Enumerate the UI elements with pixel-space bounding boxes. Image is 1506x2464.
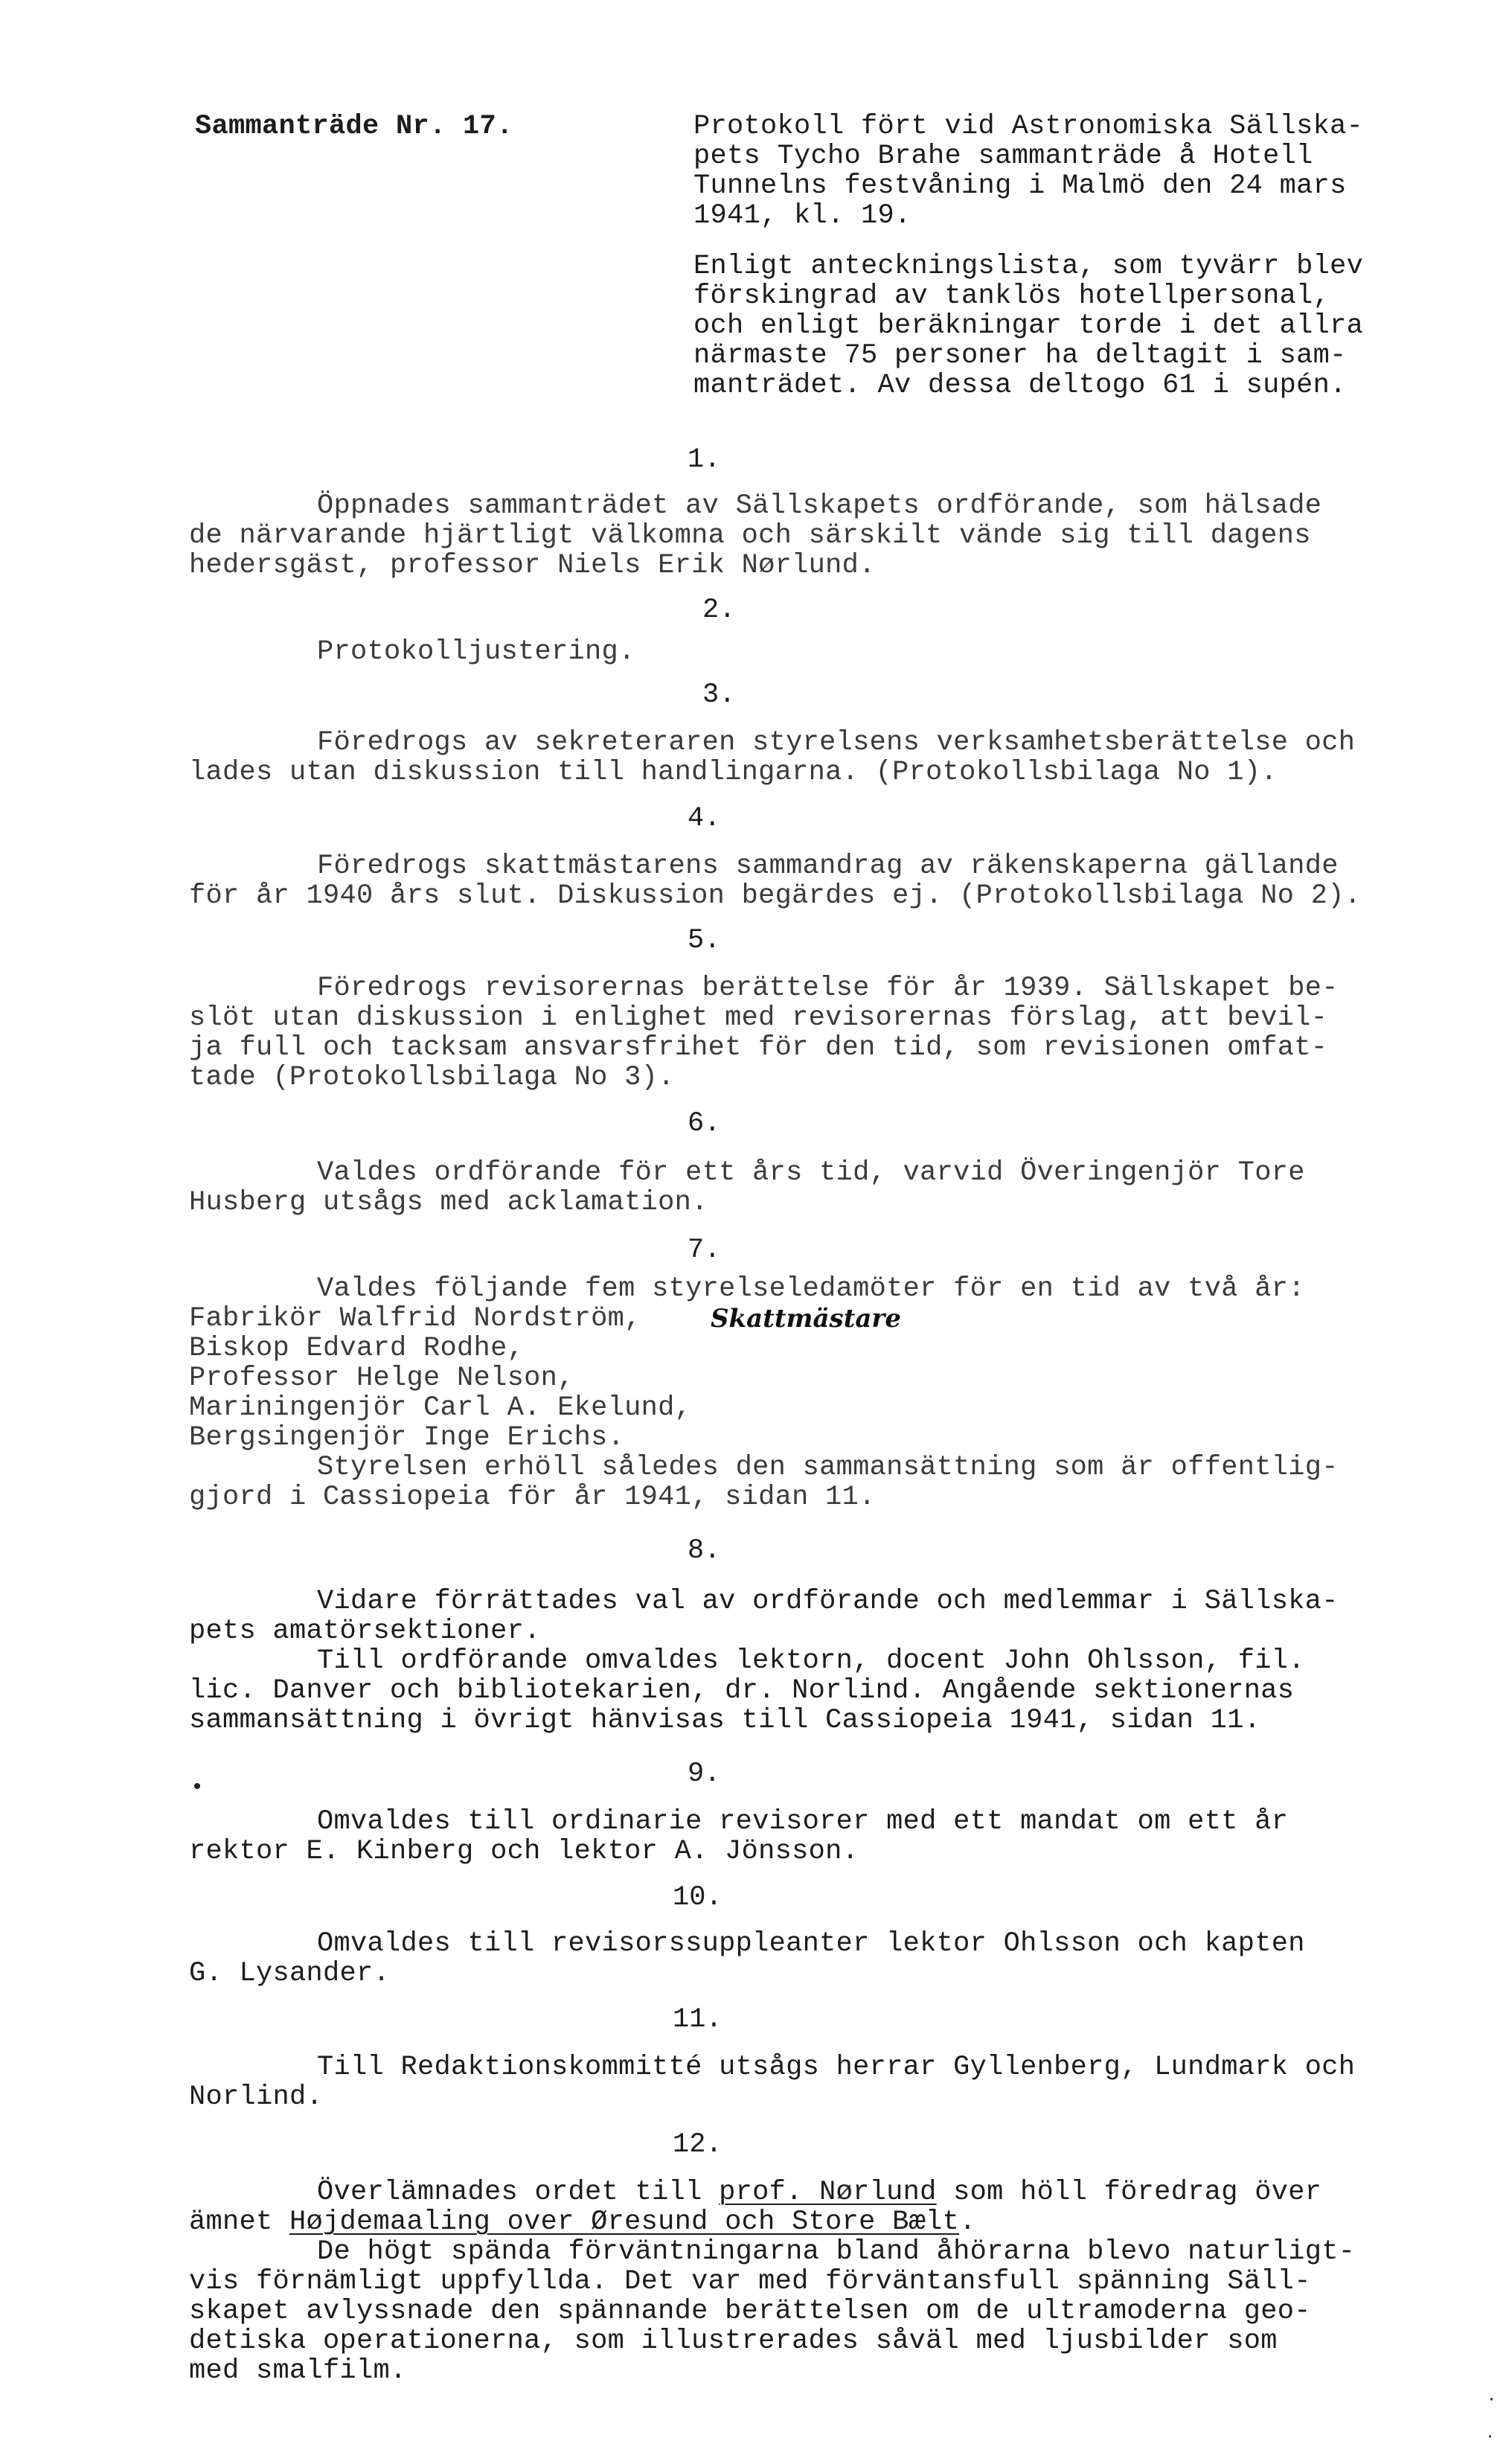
section-number: 11. [673,2004,722,2035]
section-text: Föredrogs av sekreteraren styrelsens verksamhetsberättelse och [317,727,1356,758]
intro-line: pets Tycho Brahe sammanträde å Hotell [693,141,1313,172]
scan-mark: · [1485,2428,1496,2446]
underlined-name: prof. Nørlund [719,2177,937,2208]
board-member: Mariningenjör Carl A. Ekelund, [189,1392,692,1424]
text-segment: . [959,2207,976,2238]
section-text: Valdes följande fem styrelseledamöter för en tid av två år: [317,1273,1305,1305]
intro-line: och enligt beräkningar torde i det allra [693,310,1364,342]
scan-mark: · [1487,2390,1497,2409]
section-number: 4. [688,803,721,834]
section-text: hedersgäst, professor Niels Erik Nørlund. [189,550,876,581]
section-text: pets amatörsektioner. [189,1616,541,1647]
section-text: detiska operationerna, som illustrerades såväl med ljusbilder som [189,2326,1278,2357]
intro-line: förskingrad av tanklös hotellpersonal, [693,281,1330,312]
section-number: 7. [688,1235,721,1266]
section-text: Husberg utsågs med acklamation. [189,1187,708,1218]
section-text: Föredrogs revisorernas berättelse för år 1939. Sällskapet be- [317,973,1339,1004]
section-number: 6. [688,1108,721,1139]
board-member: Bergsingenjör Inge Erichs. [189,1422,625,1453]
section-text: Föredrogs skattmästarens sammandrag av räkenskaperna gällande [317,851,1339,882]
section-text: G. Lysander. [189,1958,391,1989]
text-segment: som höll föredrag över [936,2177,1322,2208]
section-text: lic. Danver och bibliotekarien, dr. Norlind. Angående sektionernas [189,1675,1295,1706]
board-member: Fabrikör Walfrid Nordström, [189,1303,641,1334]
text-segment: Överlämnades ordet till [317,2177,720,2208]
bullet-mark: • [190,1776,205,1801]
section-text: Till Redaktionskommitté utsågs herrar Gyllenberg, Lundmark och [317,2052,1356,2083]
handwritten-note: Skattmästare [711,1304,901,1334]
intro-line: Protokoll fört vid Astronomiska Sällska- [693,111,1364,142]
section-text: Protokolljustering. [317,636,635,668]
section-text: sammansättning i övrigt hänvisas till Cassiopeia 1941, sidan 11. [189,1705,1261,1736]
section-text: Omvaldes till ordinarie revisorer med ett mandat om ett år [317,1806,1289,1837]
section-number: 5. [688,925,721,956]
section-text: gjord i Cassiopeia för år 1941, sidan 11. [189,1482,876,1513]
intro-line: närmaste 75 personer ha deltagit i sam- [693,340,1347,371]
section-text [317,2177,1321,2207]
intro-line: manträdet. Av dessa deltogo 61 i supén. [693,370,1347,401]
intro-line: Tunnelns festvåning i Malmö den 24 mars [693,170,1347,202]
section-text: ja full och tacksam ansvarsfrihet för den tid, som revisionen omfat- [189,1032,1328,1063]
section-text: Norlind. [189,2081,324,2113]
board-member: Professor Helge Nelson, [189,1363,574,1394]
board-member: Biskop Edvard Rodhe, [189,1333,525,1364]
section-text: slöt utan diskussion i enlighet med revisorernas förslag, att bevil- [189,1002,1328,1034]
section-number: 10. [673,1882,722,1913]
section-number: 9. [688,1759,721,1790]
section-text: med smalfilm. [189,2355,407,2387]
text-segment: ämnet [189,2207,290,2238]
section-number: 12. [673,2129,722,2160]
section-text: Valdes ordförande för ett års tid, varvid Överingenjör Tore [317,1157,1305,1188]
section-text: Till ordförande omvaldes lektorn, docent John Ohlsson, fil. [317,1645,1305,1677]
intro-line: 1941, kl. 19. [693,200,911,231]
section-text: för år 1940 års slut. Diskussion begärdes ej. (Protokollsbilaga No 2). [189,880,1362,912]
section-text: Vidare förrättades val av ordförande och medlemmar i Sällska- [317,1586,1339,1617]
lecture-title: Højdemaaling over Øresund och Store Bælt [289,2207,960,2238]
section-text: Styrelsen erhöll således den sammansättning som är offentlig- [317,1452,1339,1483]
section-number: 3. [702,679,736,711]
section-text: skapet avlyssnade den spännande berättelsen om de ultramoderna geo- [189,2296,1311,2327]
section-text: rektor E. Kinberg och lektor A. Jönsson. [189,1836,859,1867]
intro-line: Enligt anteckningslista, som tyvärr blev [693,251,1364,282]
section-text: De högt spända förväntningarna bland åhörarna blevo naturligt- [317,2236,1356,2268]
section-text: tade (Protokollsbilaga No 3). [189,1062,675,1093]
section-text: Omvaldes till revisorssuppleanter lektor Ohlsson och kapten [317,1928,1305,1959]
section-number: 2. [702,595,736,626]
section-number: 8. [688,1535,721,1567]
section-text [189,2207,976,2237]
meeting-label: Sammanträde Nr. 17. [195,111,513,142]
section-number: 1. [688,444,721,476]
section-text: vis förnämligt uppfyllda. Det var med förväntansfull spänning Säll- [189,2266,1311,2297]
section-text: Öppnades sammanträdet av Sällskapets ordförande, som hälsade [317,490,1322,522]
section-text: de närvarande hjärtligt välkomna och särskilt vände sig till dagens [189,520,1311,551]
section-text: lades utan diskussion till handlingarna. (Protokollsbilaga No 1). [189,757,1278,788]
